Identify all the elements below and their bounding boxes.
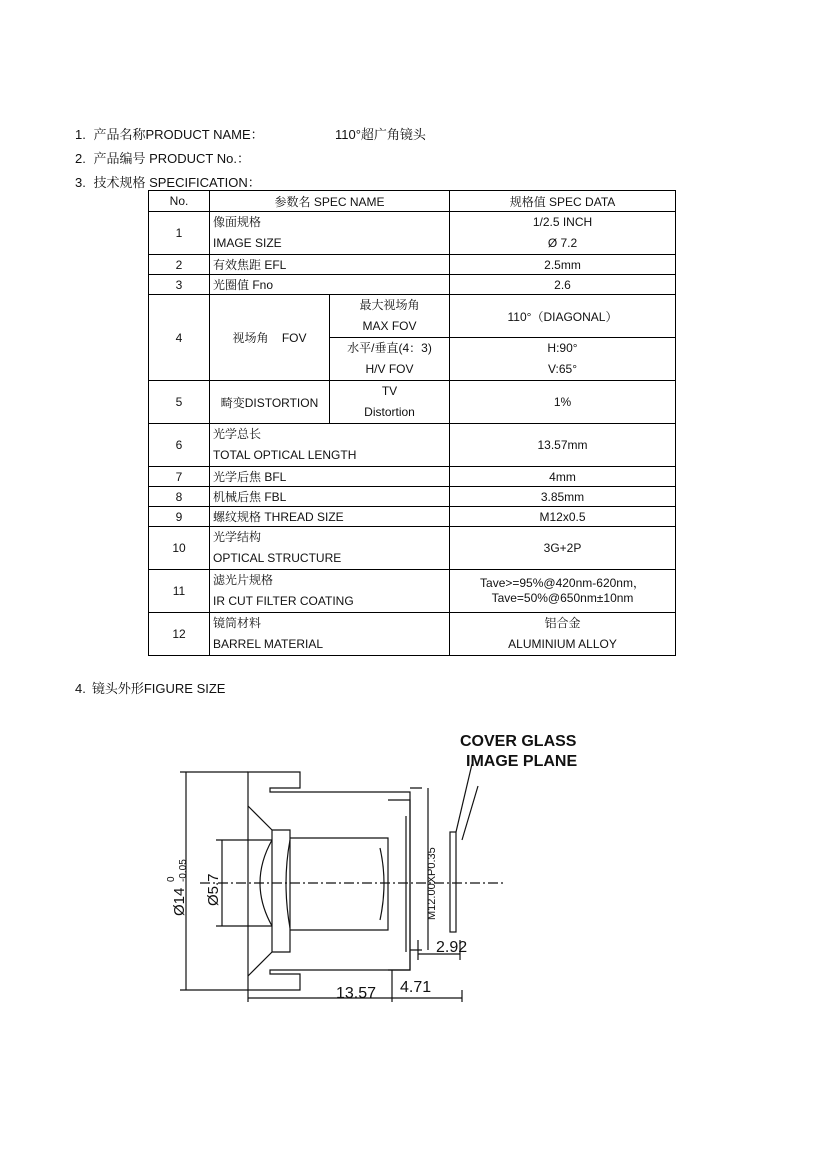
row-name: 视场角 FOV	[210, 295, 330, 381]
row-subname	[330, 338, 450, 381]
row-name-cn: 镜筒材料	[213, 616, 262, 630]
product-no-line	[75, 148, 250, 167]
specification-line	[75, 172, 261, 191]
table-row	[149, 467, 676, 487]
table-row	[149, 613, 676, 656]
cover-glass-leader	[456, 764, 472, 832]
row-name: 光圈值 Fno	[210, 275, 450, 295]
row-data	[450, 613, 676, 656]
row-subname-en: H/V FOV	[365, 362, 414, 376]
row-data	[450, 212, 676, 255]
row-name: 畸变DISTORTION	[210, 381, 330, 424]
row-data-line: H:90°	[547, 341, 578, 355]
row-name-en: OPTICAL STRUCTURE	[213, 551, 342, 565]
row-name-cn: 光学总长	[213, 427, 262, 441]
row-name: 机械后焦 FBL	[210, 487, 450, 507]
row-no: 6	[149, 424, 210, 467]
table-row	[149, 507, 676, 527]
row-data-line: V:65°	[547, 362, 578, 376]
table-row	[149, 275, 676, 295]
table-row	[149, 212, 676, 255]
row-subname-en: MAX FOV	[362, 319, 417, 333]
product-name-label: 产品名称PRODUCT NAME：	[93, 127, 264, 142]
outer-dia-tol-upper: 0	[166, 876, 177, 882]
row-no: 3	[149, 275, 210, 295]
header-no: No.	[149, 191, 210, 212]
specification-label: 技术规格 SPECIFICATION：	[93, 175, 261, 190]
outer-dia-label: Ø14	[171, 887, 188, 916]
row-name-cn: 滤光片规格	[213, 573, 274, 587]
row-name	[210, 570, 450, 613]
row-subname	[330, 295, 450, 338]
lens-inner-curve	[286, 840, 384, 928]
item-number: 4.	[75, 681, 86, 696]
item-number: 1.	[75, 127, 86, 142]
row-data: 2.6	[450, 275, 676, 295]
rear-length-label: 4.71	[400, 979, 432, 996]
table-row	[149, 381, 676, 424]
row-name-cn: 光学结构	[213, 530, 262, 544]
table-row	[149, 295, 676, 338]
row-no: 4	[149, 295, 210, 381]
product-name-value: 110°超广角镜头	[335, 127, 426, 142]
row-no: 11	[149, 570, 210, 613]
table-row	[149, 570, 676, 613]
row-data: 2.5mm	[450, 255, 676, 275]
row-no: 1	[149, 212, 210, 255]
table-row	[149, 255, 676, 275]
row-data-line: ALUMINIUM ALLOY	[508, 637, 617, 651]
product-no-label: 产品编号 PRODUCT No.：	[93, 151, 250, 166]
cover-glass-plate	[450, 832, 456, 932]
item-number: 2.	[75, 151, 86, 166]
row-no: 9	[149, 507, 210, 527]
outer-dia-tol-lower: -0.05	[178, 859, 189, 882]
row-no: 8	[149, 487, 210, 507]
thread-label: M12.00XP0.35	[426, 847, 438, 920]
row-name	[210, 212, 450, 255]
table-row	[149, 527, 676, 570]
row-no: 10	[149, 527, 210, 570]
row-name: 有效焦距 EFL	[210, 255, 450, 275]
row-data: 3.85mm	[450, 487, 676, 507]
row-name-cn: 像面规格	[213, 215, 262, 229]
image-plane-label: IMAGE PLANE	[466, 753, 578, 770]
table-header-row	[149, 191, 676, 212]
row-data: 1%	[450, 381, 676, 424]
row-data-line: 1/2.5 INCH	[532, 215, 593, 229]
row-data-line: 铝合金	[544, 616, 581, 630]
row-subname	[330, 381, 450, 424]
row-subname-cn: 最大视场角	[359, 298, 420, 312]
spec-table	[148, 190, 676, 656]
row-data	[450, 338, 676, 381]
lens-drawing	[160, 720, 578, 1010]
row-data: 3G+2P	[450, 527, 676, 570]
row-name	[210, 613, 450, 656]
row-name-en: IMAGE SIZE	[213, 236, 282, 250]
header-spec-name: 参数名 SPEC NAME	[210, 191, 450, 212]
row-name	[210, 527, 450, 570]
row-data: 4mm	[450, 467, 676, 487]
row-name-en: BARREL MATERIAL	[213, 637, 324, 651]
row-data: 13.57mm	[450, 424, 676, 467]
row-data: M12x0.5	[450, 507, 676, 527]
row-data-line: Ø 7.2	[547, 236, 578, 250]
figure-title-text: 镜头外形FIGURE SIZE	[91, 681, 226, 696]
bfl-label: 2.92	[436, 939, 468, 956]
product-name-line	[75, 124, 426, 143]
row-subname-en: Distortion	[364, 405, 415, 419]
row-name	[210, 424, 450, 467]
row-data-line: Tave=50%@650nm±10nm	[491, 591, 634, 605]
row-no: 12	[149, 613, 210, 656]
item-number: 3.	[75, 175, 86, 190]
lens-body	[272, 830, 388, 952]
row-name-en: TOTAL OPTICAL LENGTH	[213, 448, 357, 462]
row-data: 110°（DIAGONAL）	[450, 295, 676, 338]
table-row	[149, 424, 676, 467]
row-data	[450, 570, 676, 613]
total-length-label: 13.57	[336, 985, 377, 1002]
row-no: 7	[149, 467, 210, 487]
figure-title	[75, 678, 225, 697]
thread-region	[388, 800, 410, 970]
row-name: 光学后焦 BFL	[210, 467, 450, 487]
row-no: 2	[149, 255, 210, 275]
row-subname-cn: 水平/垂直(4：3)	[347, 341, 432, 355]
row-data-line: Tave>=95%@420nm-620nm，	[480, 576, 645, 590]
row-no: 5	[149, 381, 210, 424]
row-name-en: IR CUT FILTER COATING	[213, 594, 354, 608]
inner-dia-label: Ø5.7	[205, 873, 222, 906]
cover-glass-label: COVER GLASS	[460, 733, 577, 750]
row-name: 螺纹规格 THREAD SIZE	[210, 507, 450, 527]
header-spec-data: 规格值 SPEC DATA	[450, 191, 676, 212]
row-subname-cn: TV	[381, 384, 398, 398]
table-row	[149, 487, 676, 507]
